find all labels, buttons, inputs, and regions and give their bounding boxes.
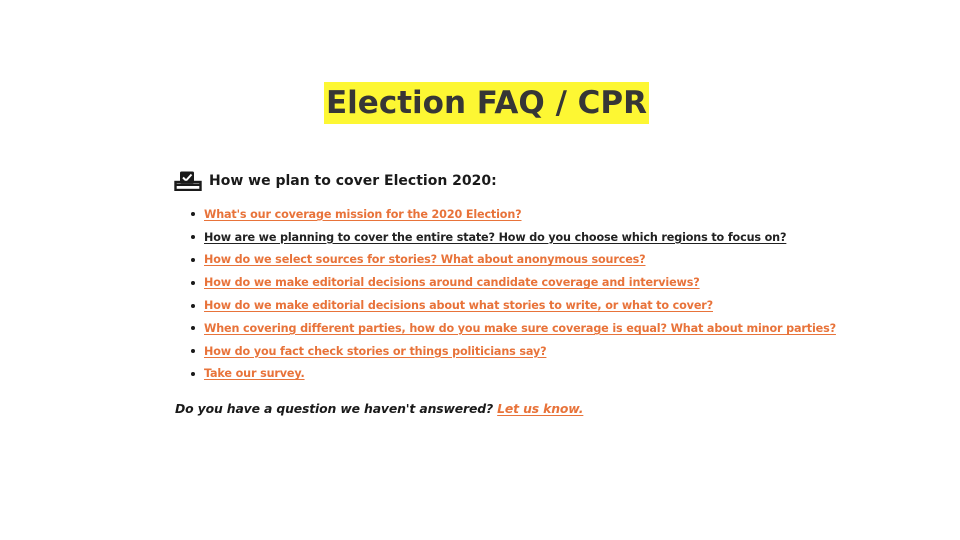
list-item [191,294,836,317]
list-item [191,271,836,294]
faq-link[interactable]: Take our survey. [204,367,305,381]
let-us-know-link[interactable]: Let us know. [497,401,584,416]
list-item [191,226,836,249]
bullet-icon [191,326,195,330]
faq-list [191,203,836,385]
bullet-icon [191,235,195,239]
bullet-icon [191,304,195,308]
bullet-icon [191,281,195,285]
faq-link[interactable]: How do we make editorial decisions about what stories to write, or what to cover? [204,299,713,313]
faq-link[interactable]: What's our coverage mission for the 2020 Election? [204,207,522,221]
question-prompt [175,401,583,416]
section-title: How we plan to cover Election 2020: [209,173,497,189]
list-item [191,363,836,386]
section-header [174,171,497,191]
list-item [191,203,836,226]
bullet-icon [191,372,195,376]
bullet-icon [191,349,195,353]
faq-link[interactable]: How do we make editorial decisions around candidate coverage and interviews? [204,276,700,290]
bullet-icon [191,258,195,262]
faq-link[interactable]: How do we select sources for stories? What about anonymous sources? [204,253,646,267]
faq-link[interactable]: How are we planning to cover the entire state? How do you choose which regions to focus on? [204,230,787,244]
list-item [191,340,836,363]
page-title: Election FAQ / CPR [324,82,649,124]
ballot-box-with-check-icon [174,171,202,191]
question-text: Do you have a question we haven't answered? [175,401,493,416]
list-item [191,249,836,272]
bullet-icon [191,212,195,216]
faq-link[interactable]: How do you fact check stories or things politicians say? [204,344,547,358]
faq-link[interactable]: When covering different parties, how do you make sure coverage is equal? What about minor parties? [204,321,836,335]
list-item [191,317,836,340]
